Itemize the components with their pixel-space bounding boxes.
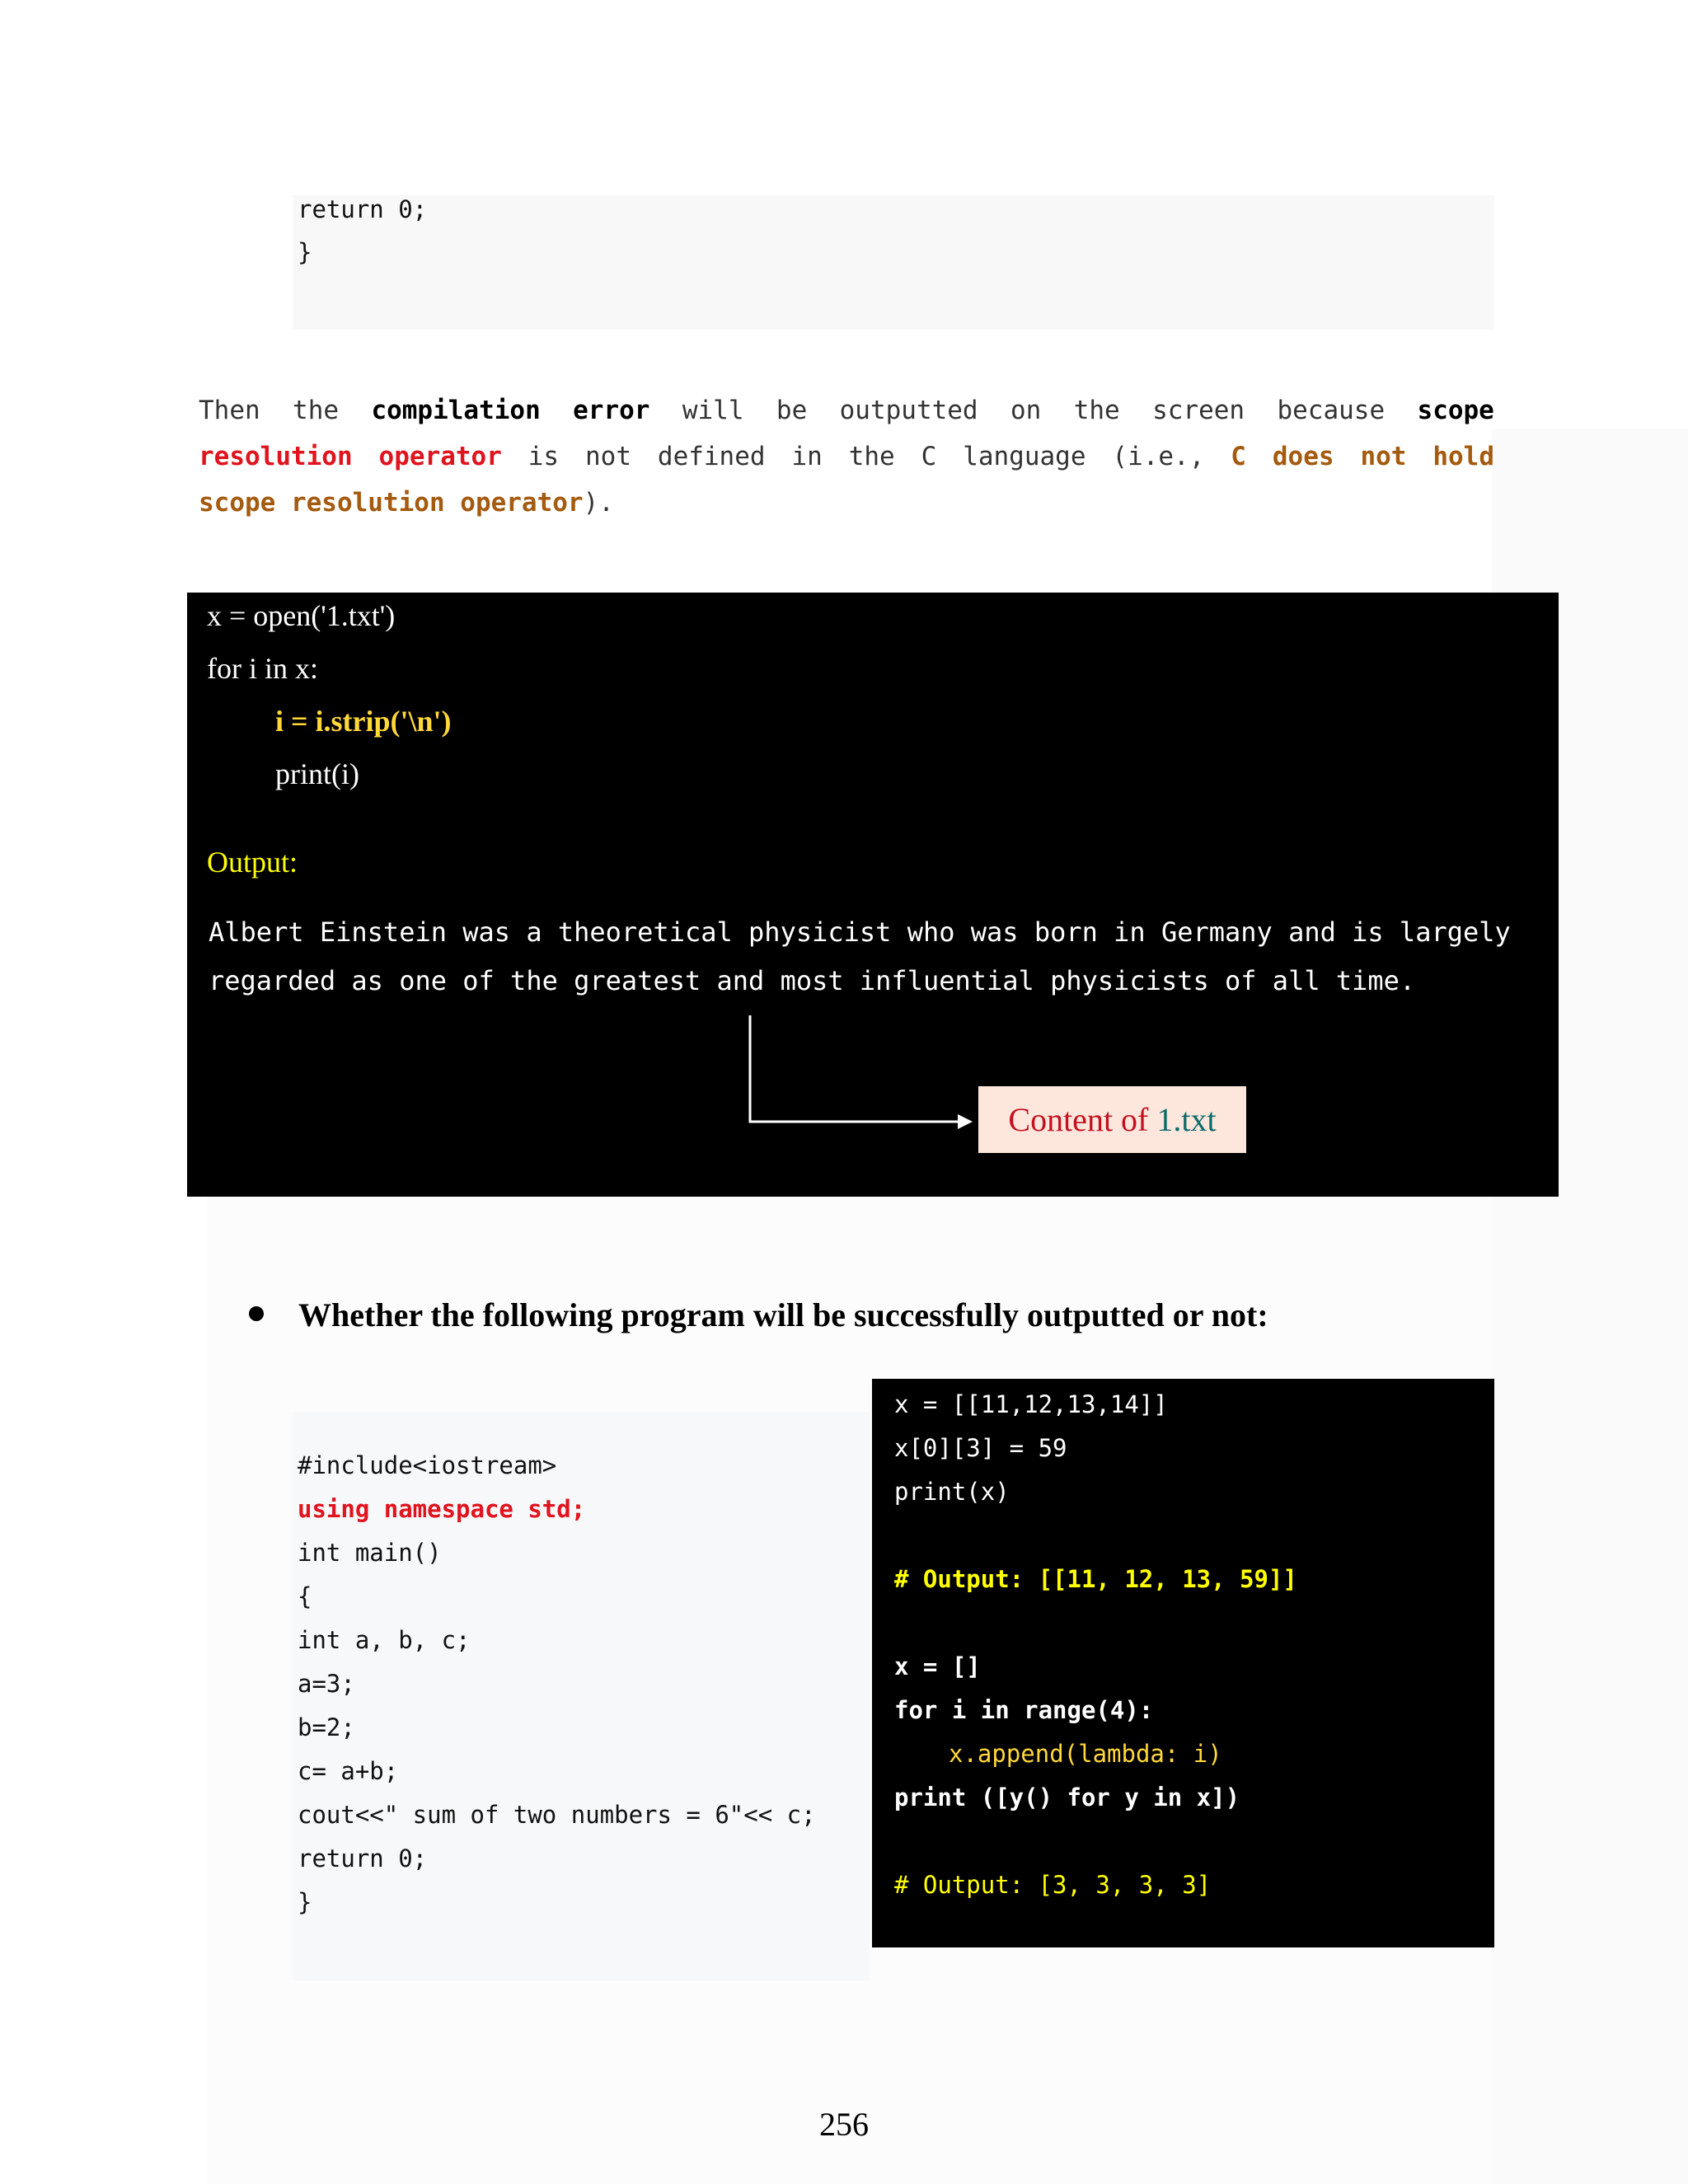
python-file-example xyxy=(187,593,1559,1197)
code-line: x = [] xyxy=(894,1652,981,1680)
output-text-line: Albert Einstein was a theoretical physicist who was born in Germany and is largely xyxy=(209,916,1511,948)
code-comment: # Output: [[11, 12, 13, 59]] xyxy=(894,1565,1297,1593)
callout-arrow xyxy=(187,593,1559,1197)
paragraph-line-3 xyxy=(199,480,1494,526)
code-line: c= a+b; xyxy=(298,1757,399,1785)
word: because xyxy=(1277,396,1386,425)
word: the xyxy=(293,396,340,425)
word: outputted xyxy=(839,396,978,425)
content-callout-box xyxy=(978,1086,1246,1153)
code-comment: # Output: [3, 3, 3, 3] xyxy=(894,1871,1212,1899)
word: language xyxy=(963,442,1086,471)
word: scope resolution operator xyxy=(199,488,584,518)
code-line: print(x) xyxy=(894,1478,1010,1506)
code-line: return 0; xyxy=(298,1844,428,1872)
code-line: x = [[11,12,13,14]] xyxy=(894,1390,1168,1418)
word: error xyxy=(573,396,650,425)
word: screen xyxy=(1152,396,1245,425)
code-line: x.append(lambda: i) xyxy=(949,1740,1222,1768)
word: not xyxy=(585,442,631,471)
code-line: b=2; xyxy=(298,1713,355,1741)
word: C xyxy=(1231,442,1246,471)
code-line: x[0][3] = 59 xyxy=(894,1434,1067,1462)
word: on xyxy=(1010,396,1042,425)
word: will xyxy=(682,396,744,425)
code-line: a=3; xyxy=(298,1670,355,1698)
code-line: { xyxy=(298,1582,312,1610)
word: not xyxy=(1360,442,1407,471)
word: C xyxy=(921,442,937,471)
output-label: Output: xyxy=(207,846,298,879)
page-number: 256 xyxy=(819,2106,869,2143)
word: resolution xyxy=(199,442,353,471)
word: scope xyxy=(1417,396,1494,425)
word: the xyxy=(848,442,895,471)
paragraph-line-1 xyxy=(199,387,1494,434)
output-text-line: regarded as one of the greatest and most influential physicists of all time. xyxy=(209,965,1416,996)
bullet-icon xyxy=(249,1306,264,1321)
word: ). xyxy=(583,488,614,518)
code-line: for i in range(4): xyxy=(894,1696,1154,1724)
code-line: } xyxy=(298,1888,312,1916)
word: (i.e., xyxy=(1112,442,1205,471)
code-line: x = open('1.txt') xyxy=(207,599,396,632)
paragraph-line-2 xyxy=(199,434,1494,480)
question-heading: Whether the following program will be successfully outputted or not: xyxy=(298,1296,1268,1333)
top-code-block xyxy=(293,195,1494,330)
code-line: int main() xyxy=(298,1539,442,1567)
word: compilation xyxy=(371,396,541,425)
code-line-highlight: i = i.strip('\n') xyxy=(275,705,452,738)
word: the xyxy=(1073,396,1120,425)
code-line: return 0; xyxy=(298,195,428,223)
word: defined xyxy=(657,442,766,471)
word: hold xyxy=(1432,442,1494,471)
code-line: print(i) xyxy=(275,757,359,790)
word: Then xyxy=(199,396,260,425)
code-line: cout<<" sum of two numbers = 6"<< c; xyxy=(298,1801,816,1829)
word: in xyxy=(791,442,823,471)
code-line: for i in x: xyxy=(207,652,318,685)
callout-filename: 1.txt xyxy=(1156,1101,1217,1138)
code-line: } xyxy=(298,238,312,266)
code-line: int a, b, c; xyxy=(298,1626,471,1654)
cpp-code-block xyxy=(293,1412,870,1980)
code-line: using namespace std; xyxy=(298,1495,586,1523)
code-line: #include<iostream> xyxy=(298,1451,557,1479)
callout-label: Content of xyxy=(1008,1101,1149,1138)
python-code-block xyxy=(872,1379,1494,1947)
word: operator xyxy=(378,442,502,471)
explanation-paragraph xyxy=(199,387,1494,526)
word: be xyxy=(776,396,808,425)
word: is xyxy=(528,442,560,471)
word: does xyxy=(1272,442,1334,471)
code-line: print ([y() for y in x]) xyxy=(894,1783,1240,1811)
